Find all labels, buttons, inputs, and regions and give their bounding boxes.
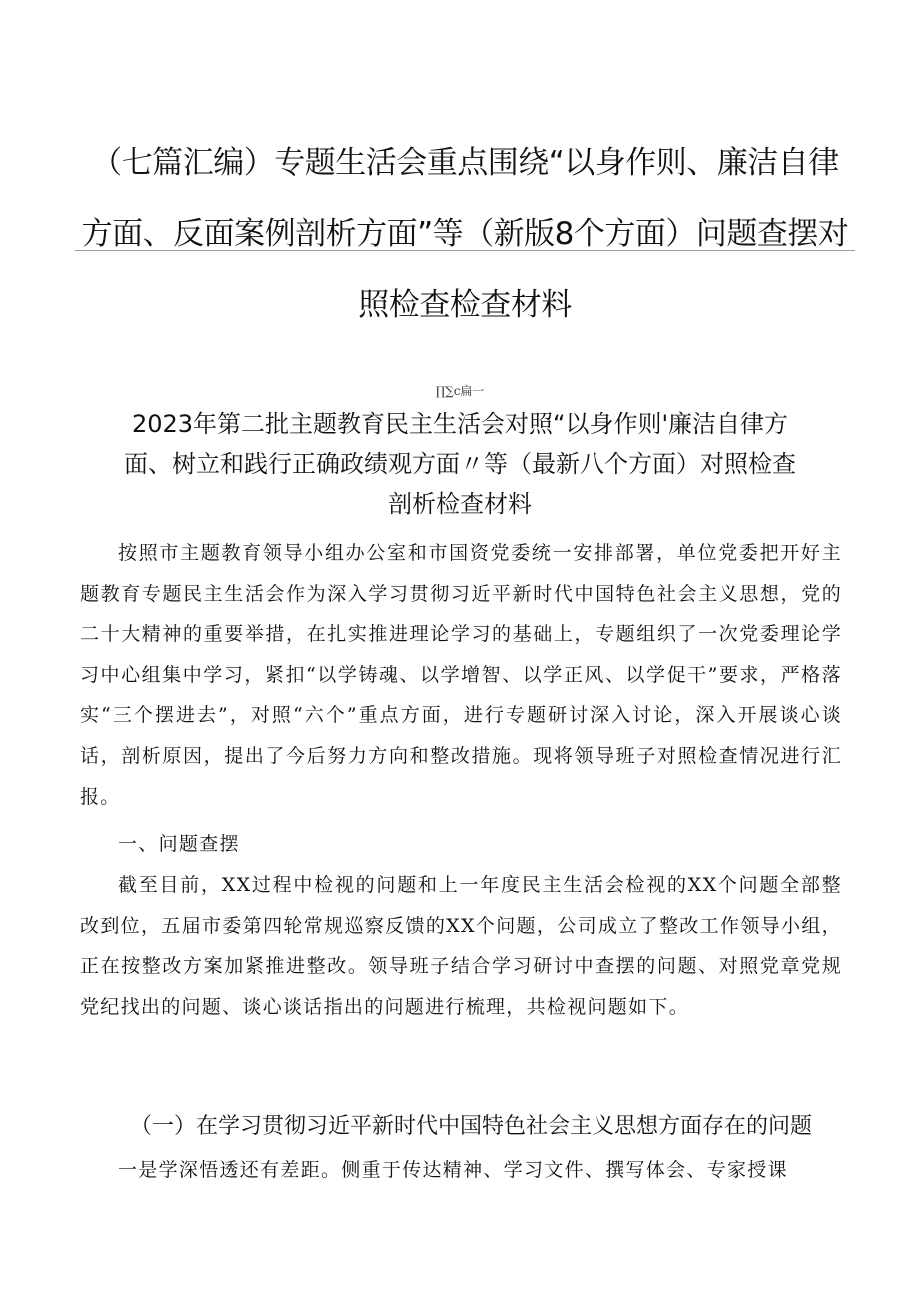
intro-paragraph: 按照市主题教育领导小组办公室和市国资党委统一安排部署，单位党委把开好主题教育专题民主生活会作为深入学习贯彻习近平新时代中国特色社会主义思想，党的二十大精神的重要举措，在扎实推进理论学习的基础上，专题组织了一次党委理论学习中心组集中学习，紧扣“以学铸魂、以学增智、以学正风、以学促干”要求，严格落实“三个摆进去”，对照“六个”重点方面，进行专题研讨深入讨论，深入开展谈心谈话，剖析原因，提出了今后努力方向和整改措施。现将领导班子对照检查情况进行汇报。 [80,542,842,808]
document-subtitle: 2023年第二批主题教育民主生活会对照“以身作则'廉洁自律方面、树立和践行正确政绩观方面〃等（最新八个方面）对照检查剖析检查材料 [124,410,796,518]
part-label: ∏∑c扁一 [435,384,485,398]
title-divider [75,250,855,251]
problems-paragraph: 截至目前，XX过程中检视的问题和上一年度民主生活会检视的XX个问题全部整改到位，五届市委第四轮常规巡察反馈的XX个问题，公司成立了整改工作领导小组，正在按整改方案加紧推进整改。领导班子结合学习研讨中查摆的问题、对照党章党规党纪找出的问题、谈心谈话指出的问题进行梳理，共检视问题如下。 [80,874,842,1018]
document-title: （七篇汇编）专题生活会重点围绕“以身作则、廉洁自律方面、反面案例剖析方面”等（新版8个方面）问题查摆对照检查检查材料 [81,145,849,323]
subsection-heading-1: （一）在学习贯彻习近平新时代中国特色社会主义思想方面存在的问题 [130,1114,813,1139]
subsection-1-paragraph: 一是学深悟透还有差距。侧重于传达精神、学习文件、撰写体会、专家授课 [118,1159,788,1181]
section-heading-problems: 一、问题查摆 [118,833,240,855]
